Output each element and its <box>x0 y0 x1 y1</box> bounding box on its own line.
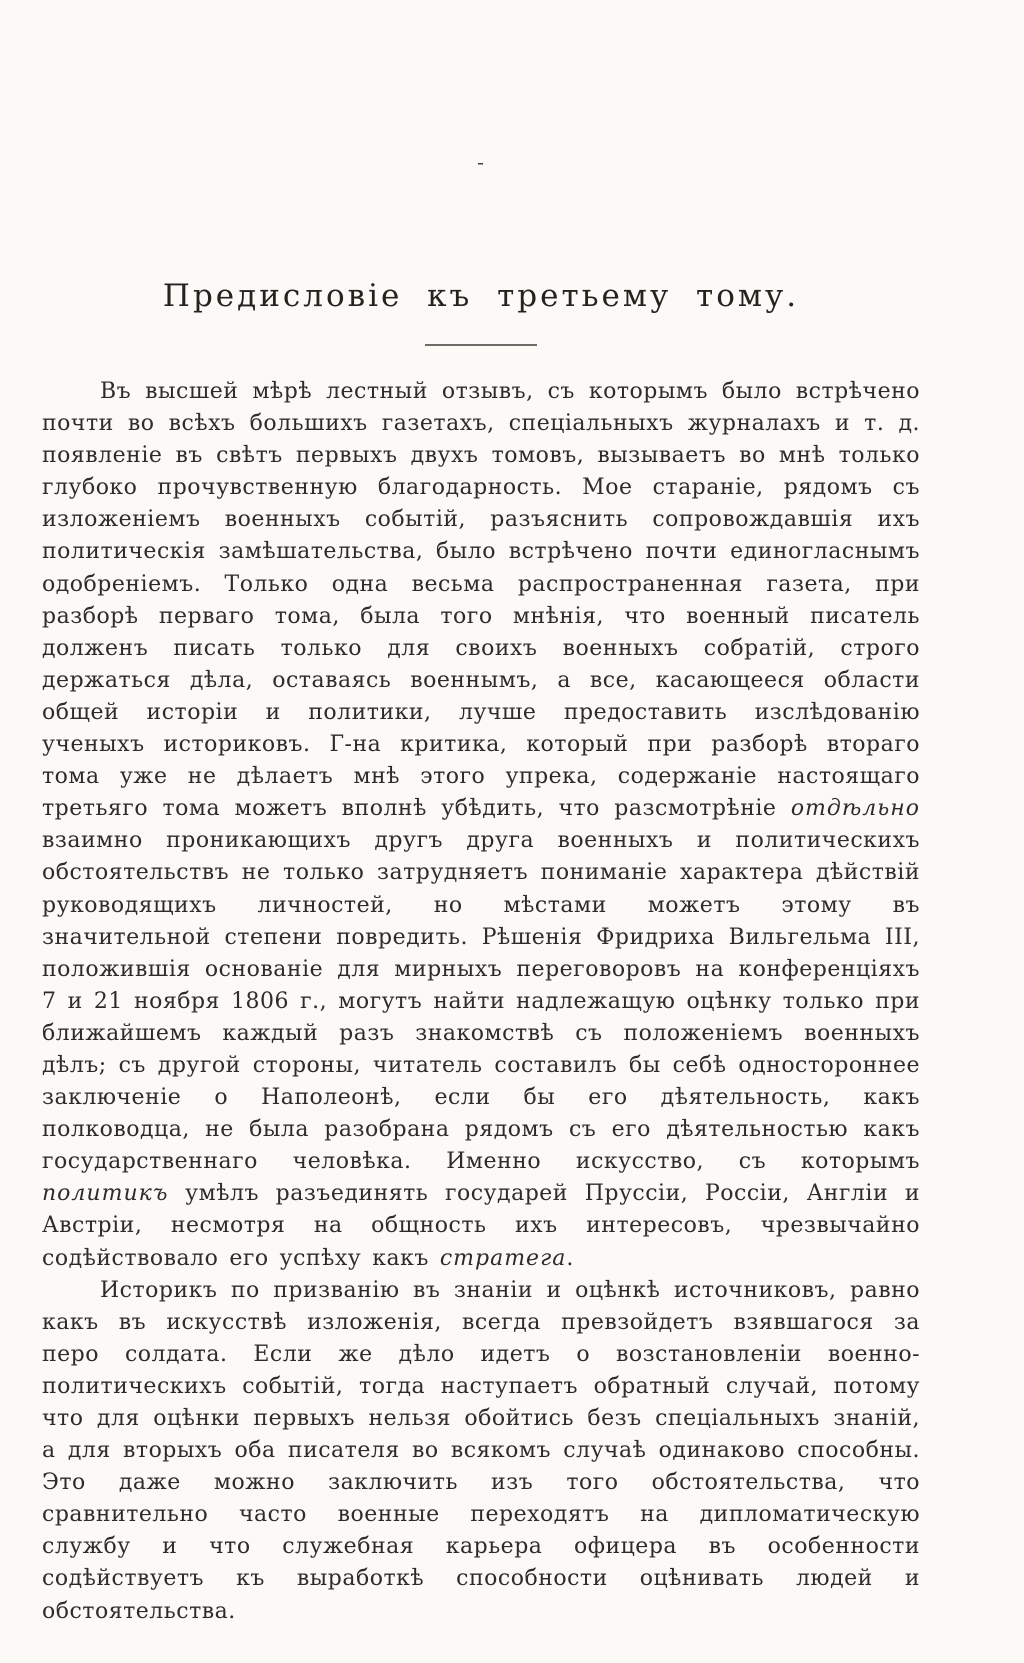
text-column <box>42 0 920 1628</box>
page-title: Предисловіе къ третьему тому. <box>162 278 800 314</box>
page-top-mark: - <box>477 150 485 174</box>
paragraph: Историкъ по призванію въ знаніи и оцѣнкѣ источниковъ, равно какъ въ искусствѣ изложенія, всегда превзойдетъ взявшагося за перо солдата. Если же дѣло идетъ о возстановленіи военно-политическихъ событій, тогда наступаетъ обратный случай, потому что для оцѣнки первыхъ нельзя обойтись безъ спеціальныхъ знаній, а для вторыхъ оба писателя во всякомъ случаѣ одинаково способны. Это даже можно заключить изъ того обстоятельства, что сравнительно часто военные переходятъ на дипломатическую службу и что служебная карьера офицера въ особенности содѣйствуетъ къ выработкѣ способности оцѣнивать людей и обстоятельства. <box>42 1277 920 1624</box>
paragraph: Въ высшей мѣрѣ лестный отзывъ, съ которымъ было встрѣчено почти во всѣхъ большихъ газетахъ, спеціальныхъ журналахъ и т. д. появленіе въ свѣтъ первыхъ двухъ томовъ, вызываетъ во мнѣ только глубоко прочувственную благодарность. Мое стараніе, рядомъ съ изложеніемъ военныхъ событій, разъяснить сопровождавшія ихъ политическія замѣшательства, было встрѣчено почти единогласнымъ одобреніемъ. Только одна весьма распространенная газета, при разборѣ перваго тома, была того мнѣнія, что военный писатель долженъ писать только для своихъ военныхъ собратій, строго держаться дѣла, оставаясь военнымъ, а все, касающееся области общей исторіи и политики, лучше предоставить изслѣдованію ученыхъ историковъ. Г-на критика, который при разборѣ втораго тома уже не дѣлаетъ мнѣ этого упрека, содержаніе настоящаго третьяго тома можетъ вполнѣ убѣдить, что разсмотрѣніе отдѣльно взаимно проникающихъ другъ друга военныхъ и политическихъ обстоятельствъ не только затрудняетъ пониманіе характера дѣйствій руководящихъ личностей, но мѣстами можетъ этому въ значительной степени повредить. Рѣшенія Фридриха Вильгельма III, положившія основаніе для мирныхъ переговоровъ на конференціяхъ 7 и 21 ноября 1806 г., могутъ найти надлежащую оцѣнку только при ближайшемъ каждый разъ знакомствѣ съ положеніемъ военныхъ дѣлъ; съ другой стороны, читатель составилъ бы себѣ одностороннее заключеніе о Наполеонѣ, если бы его дѣятельность, какъ полководца, не была разобрана рядомъ съ его дѣятельностью какъ государственнаго человѣка. Именно искусство, съ которымъ политикъ умѣлъ разъединять государей Пруссіи, Россіи, Англіи и Австріи, несмотря на общность ихъ интересовъ, чрезвычайно содѣйствовало его успѣху какъ стратега. <box>42 379 920 1271</box>
title-divider <box>425 344 537 346</box>
body-text <box>42 376 920 1628</box>
